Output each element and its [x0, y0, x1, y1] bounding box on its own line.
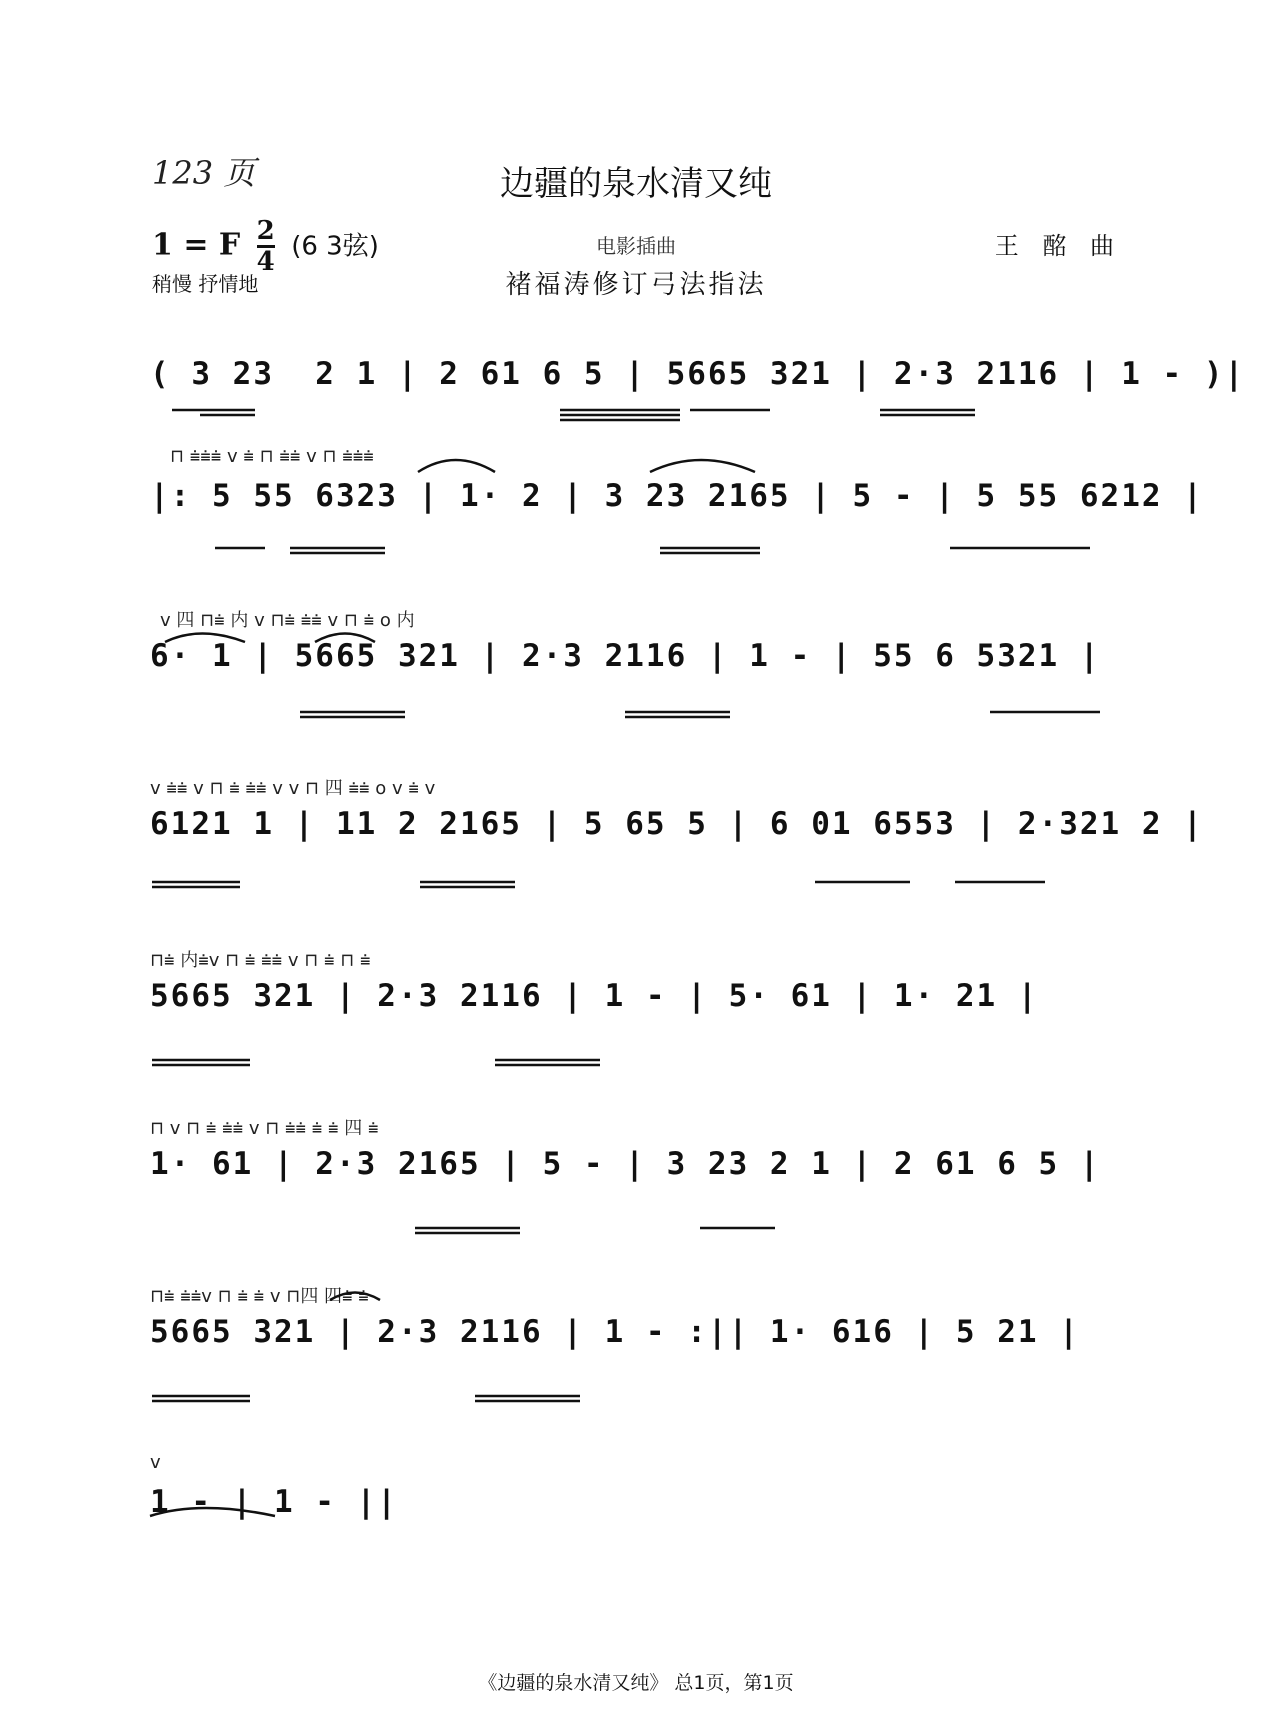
score-line-6 [150, 1108, 1130, 1188]
string-tuning: (6 3弦) [291, 231, 379, 262]
page-number: 123 页 [152, 154, 256, 192]
notation: 6· 1 | 5665 321 | 2·3 2116 | 1 - | 55 6 5321 | [150, 638, 1101, 674]
notation: 5665 321 | 2·3 2116 | 1 - :|| 1· 616 | 5 21 | [150, 1314, 1080, 1350]
score-line-4 [150, 768, 1204, 848]
bowing-marks: ⊓⩧ ⩧⩧v ⊓ ⩧ ⩧ v ⊓四 四⩧ ⩧ [150, 1286, 369, 1307]
bowing-marks: v ⩧⩧ v ⊓ ⩧ ⩧⩧ v v ⊓ 四 ⩧⩧ o v ⩧ v [150, 778, 436, 799]
score-line-2 [150, 440, 1204, 520]
score-line-8 [150, 1446, 1130, 1526]
key-label: 1 = F [152, 227, 241, 263]
notation: |: 5 55 6323 | 1· 2 | 3 23 2165 | 5 - | 5 55 6212 | [150, 478, 1204, 514]
song-title: 边疆的泉水清又纯 [500, 164, 772, 204]
arranger-note: 褚福涛修订弓法指法 [505, 270, 767, 300]
notation: 6121 1 | 11 2 2165 | 5 65 5 | 6 01 6553 | 2·321 2 | [150, 806, 1204, 842]
time-top: 2 [256, 216, 275, 246]
score-line-3 [150, 600, 1130, 680]
tempo-marking: 稍慢 抒情地 [152, 272, 259, 296]
score-line-5 [150, 940, 1130, 1020]
page-footer: 《边疆的泉水清又纯》 总1页，第1页 [478, 1672, 794, 1694]
composer: 王 酩 曲 [994, 232, 1122, 260]
bowing-marks: ⊓ v ⊓ ⩧ ⩧⩧ v ⊓ ⩧⩧ ⩧ ⩧ 四 ⩧ [150, 1118, 379, 1139]
notation: ( 3 23 2 1 | 2 61 6 5 | 5665 321 | 2·3 2116 | 1 - )| [150, 356, 1246, 392]
notation: 1 - | 1 - || [150, 1484, 398, 1520]
notation: 1· 61 | 2·3 2165 | 5 - | 3 23 2 1 | 2 61 6 5 | [150, 1146, 1101, 1182]
score-line-7 [150, 1276, 1130, 1356]
score-line-1 [150, 318, 1246, 398]
bowing-marks: v [150, 1452, 161, 1473]
time-bottom: 4 [256, 247, 275, 277]
subtitle: 电影插曲 [596, 234, 676, 258]
bowing-marks [150, 318, 1130, 358]
bowing-marks: v 四 ⊓⩧ 内 v ⊓⩧ ⩧⩧ v ⊓ ⩧ o 内 [160, 610, 415, 631]
notation: 5665 321 | 2·3 2116 | 1 - | 5· 61 | 1· 21 | [150, 978, 1039, 1014]
bowing-marks: ⊓ ⩧⩧⩧ v ⩧ ⊓ ⩧⩧ v ⊓ ⩧⩧⩧ [170, 446, 374, 467]
bowing-marks: ⊓⩧ 内⩧v ⊓ ⩧ ⩧⩧ v ⊓ ⩧ ⊓ ⩧ [150, 950, 371, 971]
